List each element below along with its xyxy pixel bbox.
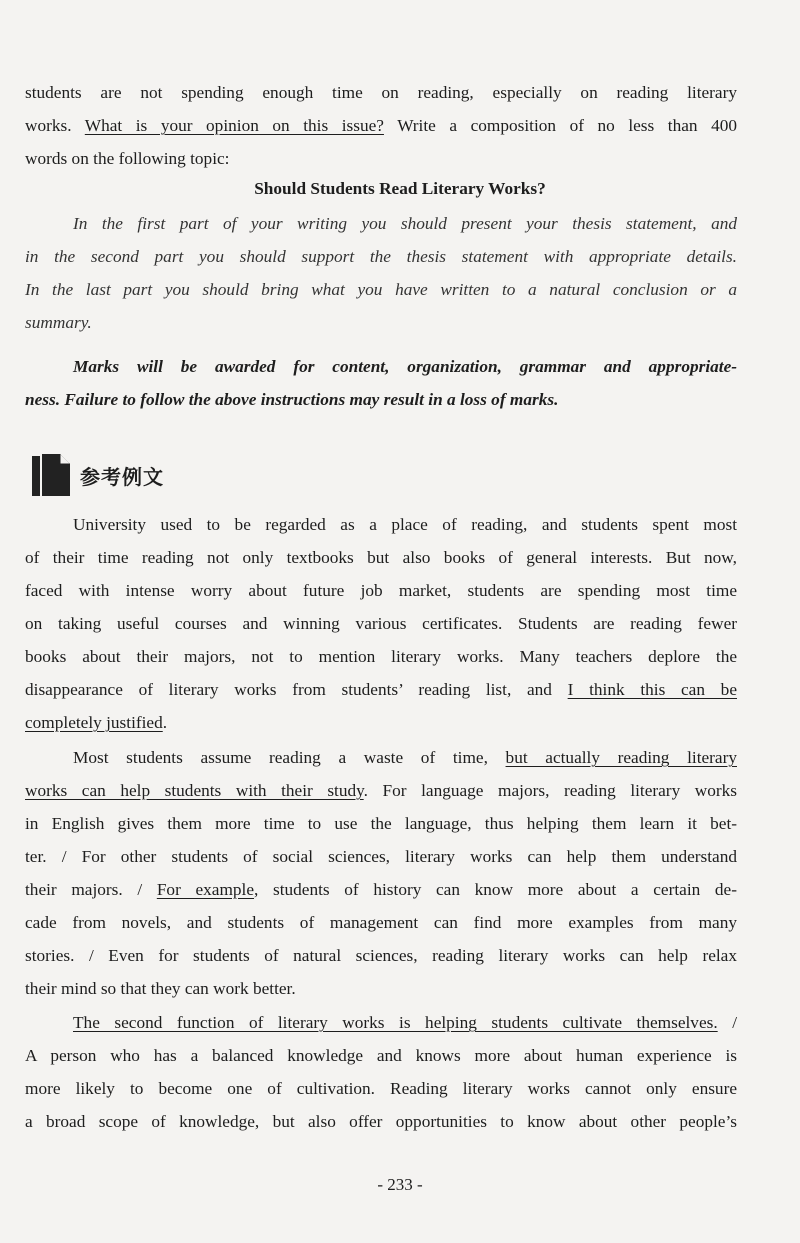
para-line: cade from novels, and students of management can find more examples from many xyxy=(25,913,737,932)
para-line xyxy=(25,741,737,774)
intro-line xyxy=(25,109,737,142)
para-line: books about their majors, not to mention literary works. Many teachers deplore the xyxy=(25,647,737,666)
instruction-line: summary. xyxy=(25,313,92,332)
intro-line: words on the following topic: xyxy=(25,149,230,168)
intro-paragraph xyxy=(25,76,737,175)
marks-note xyxy=(25,350,737,416)
instruction-line: in the second part you should support the thesis statement with appropriate details. xyxy=(25,247,737,266)
essay-paragraph-3 xyxy=(25,1006,737,1138)
intro-text: Write a composition of no less than 400 xyxy=(397,116,737,135)
essay-paragraph-2 xyxy=(25,741,737,1005)
para-line: ter. / For other students of social sciences, literary works can help them understand xyxy=(25,847,737,866)
para-line xyxy=(25,873,737,906)
topic-sentence-underlined: works can help students with their study xyxy=(25,781,364,800)
document-icon xyxy=(32,452,72,498)
section-heading xyxy=(32,452,164,498)
intro-line: students are not spending enough time on reading, especially on reading literary xyxy=(25,83,737,102)
para-line: faced with intense worry about future job market, students are spending most time xyxy=(25,581,737,600)
para-text: . xyxy=(162,713,168,732)
marks-line: Marks will be awarded for content, organization, grammar and appropriate- xyxy=(73,357,737,376)
topic-sentence-underlined: but actually reading literary xyxy=(505,748,737,767)
para-line: on taking useful courses and winning various certificates. Students are reading fewer xyxy=(25,614,737,633)
para-line: their mind so that they can work better. xyxy=(25,979,296,998)
essay-paragraph-1 xyxy=(25,508,737,739)
instructions xyxy=(25,207,737,339)
para-line xyxy=(25,706,737,739)
para-text: , students of history can know more about a certain de- xyxy=(254,880,737,899)
para-text: Most students assume reading a waste of time, xyxy=(73,748,488,767)
para-text: disappearance of literary works from students’ reading list, and xyxy=(25,680,552,699)
transition-underlined: For example xyxy=(156,880,255,899)
instruction-line: In the last part you should bring what you have written to a natural conclusion or a xyxy=(25,280,737,299)
instruction-line: In the first part of your writing you should present your thesis statement, and xyxy=(73,214,737,233)
page-number: - 233 - xyxy=(377,1175,423,1194)
marks-line: ness. Failure to follow the above instructions may result in a loss of marks. xyxy=(25,390,559,409)
section-title: 参考例文 xyxy=(80,464,164,489)
intro-text: works. xyxy=(25,116,72,135)
para-line xyxy=(25,774,737,807)
para-line: of their time reading not only textbooks but also books of general interests. But now, xyxy=(25,548,737,567)
para-line: in English gives them more time to use the language, thus helping them learn it bet- xyxy=(25,814,737,833)
para-line xyxy=(25,1006,737,1039)
para-line: a broad scope of knowledge, but also offer opportunities to know about other people’s xyxy=(25,1112,737,1131)
question-underlined: What is your opinion on this issue? xyxy=(84,116,384,135)
para-line: A person who has a balanced knowledge and knows more about human experience is xyxy=(25,1046,737,1065)
thesis-underlined: completely justified xyxy=(25,713,163,732)
thesis-underlined: I think this can be xyxy=(567,680,737,699)
para-text: / xyxy=(732,1013,737,1032)
para-text: their majors. / xyxy=(25,880,143,899)
topic-sentence-underlined: The second function of literary works is helping students cultivate themselves. xyxy=(73,1013,718,1032)
para-text: . For language majors, reading literary works xyxy=(363,781,738,800)
para-line: stories. / Even for students of natural sciences, reading literary works can help relax xyxy=(25,946,737,965)
para-line: more likely to become one of cultivation. Reading literary works cannot only ensure xyxy=(25,1079,737,1098)
topic-title: Should Students Read Literary Works? xyxy=(254,179,546,198)
para-line xyxy=(25,673,737,706)
para-line: University used to be regarded as a place of reading, and students spent most xyxy=(73,515,737,534)
